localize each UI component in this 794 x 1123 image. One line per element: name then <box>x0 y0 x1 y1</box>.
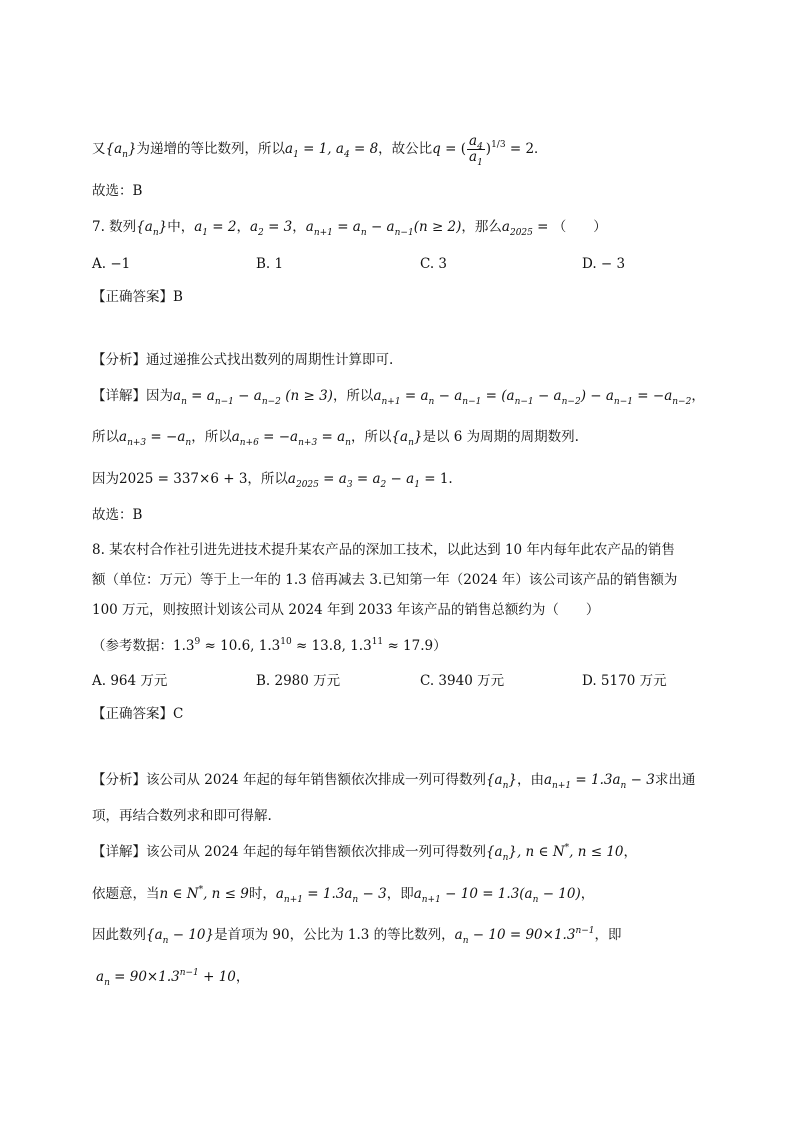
p6-answer: 故选：B <box>92 183 143 199</box>
q8-stem-line-1: 8. 某农村合作社引进先进技术提升某农产品的深加工技术，以此达到 10 年内每年此农产品的销售 <box>92 542 675 558</box>
q8-option-b: B. 2980 万元 <box>256 673 341 689</box>
q8-detail-line-1: 【详解】该公司从 2024 年起的每年销售额依次排成一列可得数列$\{a_n\}$, n ∈ N*, n ≤ 10， <box>92 843 638 863</box>
q7-stem: 7. 数列$\{a_n\}$中，$a_1 = 2$，$a_2 = 3$，$a_{n+1} = a_n - a_{n-1}(n \ge 2)$，那么$a_{2025}$ = （ ） <box>92 219 607 238</box>
q7-option-b: B. 1 <box>256 256 284 272</box>
q7-detail-line-2: 所以$a_{n+3} = -a_n$，所以$a_{n+6} = -a_{n+3} = a_n$，所以$\{a_n\}$是以 6 为周期的周期数列. <box>92 429 579 448</box>
q7-option-c: C. 3 <box>420 256 448 272</box>
q8-detail-line-4: $a_n = 90\times 1.3^{n-1} + 10$， <box>96 968 250 988</box>
q8-detail-line-3: 因此数列$\{a_n - 10\}$是首项为 90，公比为 1.3 的等比数列，$a_n - 10 = 90\times 1.3^{n-1}$，即 <box>92 926 622 946</box>
q8-analysis-line-2: 项，再结合数列求和即可得解. <box>92 808 272 824</box>
q7-answer: 故选：B <box>92 507 143 523</box>
p6-solution-line: 又$\{a_n\}$为递增的等比数列，所以$a_1 = 1$, $a_4 = 8$，故公比q = ( $\frac{a_4}{a_1}$ )$^{1/3}$ = 2． <box>92 133 548 168</box>
q8-analysis-line-1: 【分析】该公司从 2024 年起的每年销售额依次排成一列可得数列$\{a_n\}$，由$a_{n+1} = 1.3a_n - 3$求出通 <box>92 772 696 791</box>
q7-option-a: A. −1 <box>92 256 131 272</box>
q8-stem-line-3: 100 万元，则按照计划该公司从 2024 年到 2033 年该产品的销售总额约为（ ） <box>92 602 600 618</box>
q7-correct-answer: 【正确答案】B <box>92 289 183 305</box>
q8-option-c: C. 3940 万元 <box>420 673 505 689</box>
q8-correct-answer: 【正确答案】C <box>92 706 184 722</box>
q8-reference-data: （参考数据：$1.3^9 \approx 10.6$, $1.3^{10} \approx 13.8$, $1.3^{11} \approx 17.9$） <box>92 637 447 654</box>
q8-option-a: A. 964 万元 <box>92 673 168 689</box>
q8-stem-line-2: 额（单位：万元）等于上一年的 1.3 倍再减去 3.已知第一年（2024 年）该公司该产品的销售额为 <box>92 572 678 588</box>
q7-detail-line-1: 【详解】因为$a_n = a_{n-1} - a_{n-2}$ (n ≥ 3)，所以$a_{n+1} = a_n - a_{n-1} = (a_{n-1} - a_{n-2}) - a_{n-1} = -a_{n-2}$， <box>92 388 705 407</box>
q7-detail-line-3: 因为2025 = 337×6 + 3，所以$a_{2025} = a_3 = a_2 - a_1 = 1$. <box>92 471 453 490</box>
q8-detail-line-2: 依题意，当n ∈ N*, n ≤ 9时，$a_{n+1} = 1.3a_n - 3$，即$a_{n+1} - 10 = 1.3(a_n - 10)$， <box>92 885 595 905</box>
q7-option-d: D. − 3 <box>582 256 626 272</box>
q7-analysis: 【分析】通过递推公式找出数列的周期性计算即可. <box>92 352 394 368</box>
q8-option-d: D. 5170 万元 <box>582 673 667 689</box>
